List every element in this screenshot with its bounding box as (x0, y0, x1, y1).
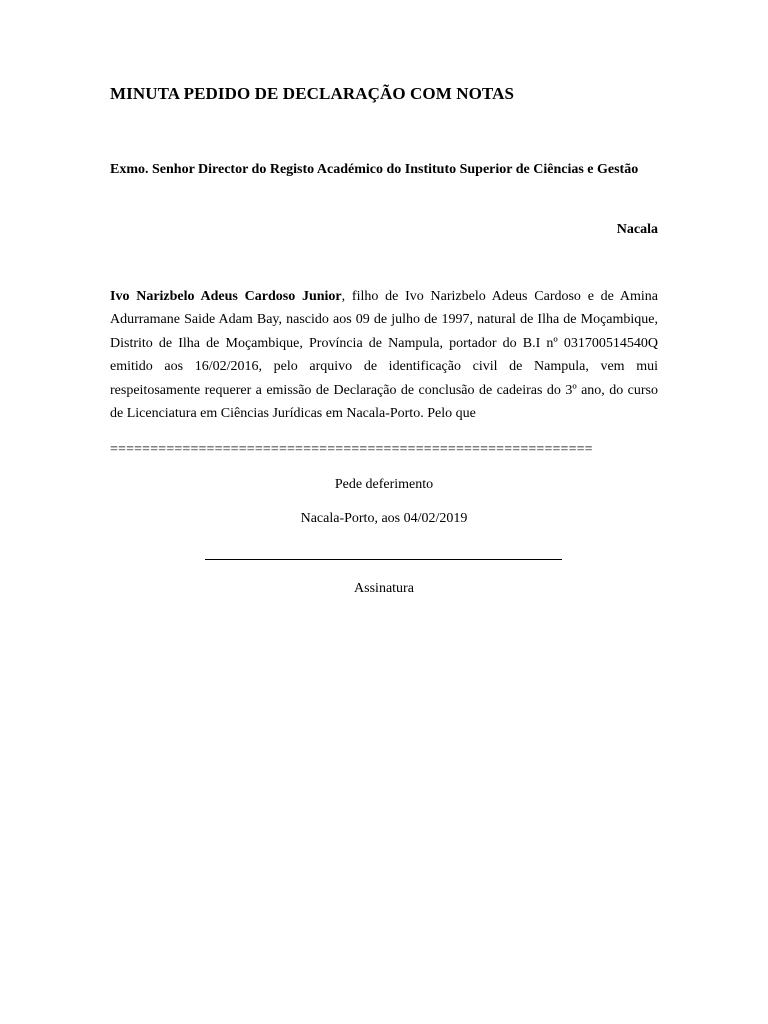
city-label: Nacala (616, 222, 658, 237)
signature-line (205, 559, 562, 560)
document-title: MINUTA PEDIDO DE DECLARAÇÃO COM NOTAS (110, 84, 515, 103)
applicant-name: Ivo Narizbelo Adeus Cardoso Junior (110, 289, 342, 304)
place-date: Nacala-Porto, aos 04/02/2019 (300, 511, 468, 526)
request-body (110, 285, 658, 425)
separator-line: ============================================================ (110, 442, 593, 457)
addressee-text: Exmo. Senhor Director do Registo Académico do Instituto Superior de Ciências e Gestão (110, 162, 639, 177)
request-body-text: , filho de Ivo Narizbelo Adeus Cardoso e de Amina Adurramane Saide Adam Bay, nascido aos 09 de julho de 1997, natural de Ilha de Moçambique, Distrito de Ilha de Moçambique, Província de Nampula, portador do B.I nº 031700514540Q emitido aos 16/02/2016, pelo arquivo de identificação civil de Nampula, vem mui respeitosamente requerer a emissão de Declaração de conclusão de cadeiras do 3º ano, do curso de Licenciatura em Ciências Jurídicas em Nacala-Porto. Pelo que (110, 289, 659, 422)
signature-label: Assinatura (354, 581, 414, 596)
request-phrase: Pede deferimento (334, 477, 434, 492)
